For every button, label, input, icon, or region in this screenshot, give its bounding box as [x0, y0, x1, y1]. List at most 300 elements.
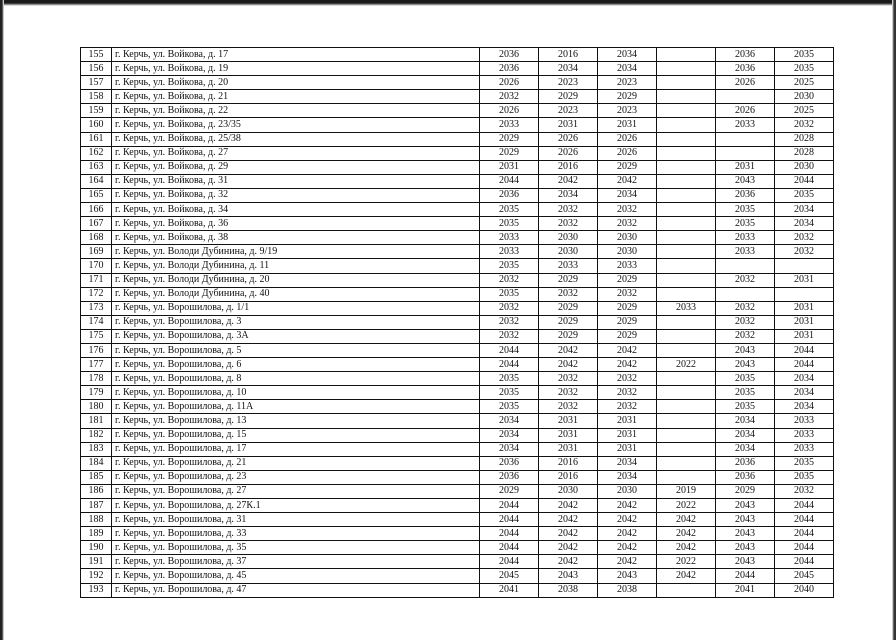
year-cell-1: 2026 — [480, 76, 539, 90]
year-cell-6: 2035 — [775, 456, 834, 470]
year-cell-3: 2042 — [598, 527, 657, 541]
year-cell-1: 2044 — [480, 499, 539, 513]
table-row — [81, 90, 834, 104]
row-number: 192 — [81, 569, 112, 583]
year-cell-3: 2033 — [598, 259, 657, 273]
table-row — [81, 315, 834, 329]
year-cell-6: 2044 — [775, 174, 834, 188]
address-cell: г. Керчь, ул. Войкова, д. 25/38 — [112, 132, 480, 146]
year-cell-3: 2034 — [598, 62, 657, 76]
year-cell-3: 2023 — [598, 104, 657, 118]
year-cell-5: 2036 — [716, 48, 775, 62]
row-number: 171 — [81, 273, 112, 287]
row-number: 190 — [81, 541, 112, 555]
address-cell: г. Керчь, ул. Ворошилова, д. 15 — [112, 428, 480, 442]
table-row — [81, 372, 834, 386]
address-cell: г. Керчь, ул. Ворошилова, д. 45 — [112, 569, 480, 583]
year-cell-5: 2035 — [716, 400, 775, 414]
year-cell-2: 2042 — [539, 343, 598, 357]
year-cell-2: 2032 — [539, 400, 598, 414]
year-cell-6: 2032 — [775, 231, 834, 245]
year-cell-2: 2016 — [539, 470, 598, 484]
address-cell: г. Керчь, ул. Войкова, д. 38 — [112, 231, 480, 245]
year-cell-6: 2032 — [775, 484, 834, 498]
row-number: 168 — [81, 231, 112, 245]
year-cell-1: 2035 — [480, 259, 539, 273]
year-cell-5: 2026 — [716, 76, 775, 90]
row-number: 172 — [81, 287, 112, 301]
year-cell-1: 2044 — [480, 343, 539, 357]
year-cell-1: 2036 — [480, 188, 539, 202]
year-cell-3: 2032 — [598, 217, 657, 231]
table-row — [81, 48, 834, 62]
row-number: 189 — [81, 527, 112, 541]
table-row — [81, 513, 834, 527]
table-row — [81, 386, 834, 400]
year-cell-4 — [657, 442, 716, 456]
year-cell-2: 2030 — [539, 484, 598, 498]
year-cell-4 — [657, 90, 716, 104]
year-cell-2: 2032 — [539, 386, 598, 400]
row-number: 173 — [81, 301, 112, 315]
table-row — [81, 160, 834, 174]
row-number: 182 — [81, 428, 112, 442]
year-cell-5: 2036 — [716, 470, 775, 484]
row-number: 161 — [81, 132, 112, 146]
row-number: 178 — [81, 372, 112, 386]
year-cell-2: 2029 — [539, 90, 598, 104]
address-cell: г. Керчь, ул. Ворошилова, д. 33 — [112, 527, 480, 541]
address-cell: г. Керчь, ул. Ворошилова, д. 3А — [112, 329, 480, 343]
row-number: 188 — [81, 513, 112, 527]
year-cell-5: 2043 — [716, 343, 775, 357]
year-cell-6: 2035 — [775, 470, 834, 484]
year-cell-6: 2044 — [775, 513, 834, 527]
year-cell-1: 2029 — [480, 146, 539, 160]
year-cell-6: 2044 — [775, 527, 834, 541]
year-cell-6 — [775, 287, 834, 301]
year-cell-4 — [657, 470, 716, 484]
year-cell-4: 2042 — [657, 541, 716, 555]
row-number: 163 — [81, 160, 112, 174]
year-cell-1: 2032 — [480, 90, 539, 104]
table-row — [81, 118, 834, 132]
row-number: 191 — [81, 555, 112, 569]
year-cell-6: 2035 — [775, 62, 834, 76]
year-cell-5 — [716, 287, 775, 301]
year-cell-1: 2044 — [480, 174, 539, 188]
row-number: 183 — [81, 442, 112, 456]
year-cell-3: 2031 — [598, 428, 657, 442]
year-cell-6: 2035 — [775, 188, 834, 202]
year-cell-4 — [657, 245, 716, 259]
year-cell-3: 2034 — [598, 188, 657, 202]
table-row — [81, 541, 834, 555]
year-cell-5 — [716, 132, 775, 146]
address-cell: г. Керчь, ул. Войкова, д. 36 — [112, 217, 480, 231]
year-cell-2: 2034 — [539, 62, 598, 76]
address-cell: г. Керчь, ул. Ворошилова, д. 21 — [112, 456, 480, 470]
address-cell: г. Керчь, ул. Войкова, д. 22 — [112, 104, 480, 118]
year-cell-3: 2030 — [598, 245, 657, 259]
address-cell: г. Керчь, ул. Войкова, д. 21 — [112, 90, 480, 104]
year-cell-1: 2035 — [480, 203, 539, 217]
table-row — [81, 174, 834, 188]
year-cell-1: 2035 — [480, 386, 539, 400]
table-row — [81, 428, 834, 442]
year-cell-4 — [657, 400, 716, 414]
year-cell-4 — [657, 62, 716, 76]
year-cell-1: 2045 — [480, 569, 539, 583]
year-cell-1: 2031 — [480, 160, 539, 174]
row-number: 156 — [81, 62, 112, 76]
address-cell: г. Керчь, ул. Володи Дубинина, д. 9/19 — [112, 245, 480, 259]
year-cell-2: 2016 — [539, 456, 598, 470]
year-cell-3: 2031 — [598, 442, 657, 456]
year-cell-4 — [657, 428, 716, 442]
row-number: 166 — [81, 203, 112, 217]
address-cell: г. Керчь, ул. Ворошилова, д. 1/1 — [112, 301, 480, 315]
year-cell-3: 2042 — [598, 174, 657, 188]
year-cell-1: 2033 — [480, 118, 539, 132]
row-number: 155 — [81, 48, 112, 62]
year-cell-4 — [657, 104, 716, 118]
year-cell-4: 2022 — [657, 555, 716, 569]
year-cell-3: 2023 — [598, 76, 657, 90]
year-cell-6 — [775, 259, 834, 273]
year-cell-4 — [657, 217, 716, 231]
year-cell-6: 2033 — [775, 428, 834, 442]
year-cell-5: 2043 — [716, 358, 775, 372]
year-cell-3: 2038 — [598, 583, 657, 597]
year-cell-4 — [657, 174, 716, 188]
year-cell-2: 2042 — [539, 174, 598, 188]
row-number: 187 — [81, 499, 112, 513]
table-row — [81, 104, 834, 118]
year-cell-4 — [657, 273, 716, 287]
year-cell-4: 2033 — [657, 301, 716, 315]
year-cell-2: 2026 — [539, 132, 598, 146]
year-cell-2: 2034 — [539, 188, 598, 202]
year-cell-5: 2034 — [716, 442, 775, 456]
year-cell-2: 2016 — [539, 160, 598, 174]
row-number: 169 — [81, 245, 112, 259]
year-cell-4 — [657, 287, 716, 301]
table-row — [81, 259, 834, 273]
address-cell: г. Керчь, ул. Володи Дубинина, д. 11 — [112, 259, 480, 273]
row-number: 180 — [81, 400, 112, 414]
year-cell-4 — [657, 329, 716, 343]
year-cell-1: 2044 — [480, 555, 539, 569]
year-cell-3: 2034 — [598, 48, 657, 62]
year-cell-6: 2034 — [775, 203, 834, 217]
year-cell-4 — [657, 259, 716, 273]
year-cell-2: 2023 — [539, 104, 598, 118]
address-cell: г. Керчь, ул. Войкова, д. 17 — [112, 48, 480, 62]
year-cell-1: 2034 — [480, 414, 539, 428]
table-row — [81, 132, 834, 146]
year-cell-6: 2030 — [775, 160, 834, 174]
year-cell-5: 2043 — [716, 513, 775, 527]
year-cell-2: 2033 — [539, 259, 598, 273]
year-cell-2: 2043 — [539, 569, 598, 583]
table-row — [81, 555, 834, 569]
year-cell-6: 2028 — [775, 132, 834, 146]
year-cell-1: 2036 — [480, 62, 539, 76]
year-cell-4 — [657, 203, 716, 217]
year-cell-1: 2034 — [480, 442, 539, 456]
year-cell-5: 2026 — [716, 104, 775, 118]
year-cell-5: 2044 — [716, 569, 775, 583]
address-cell: г. Керчь, ул. Володи Дубинина, д. 40 — [112, 287, 480, 301]
address-cell: г. Керчь, ул. Войкова, д. 32 — [112, 188, 480, 202]
table-row — [81, 188, 834, 202]
row-number: 167 — [81, 217, 112, 231]
year-cell-3: 2026 — [598, 146, 657, 160]
table-row — [81, 203, 834, 217]
row-number: 165 — [81, 188, 112, 202]
year-cell-6: 2040 — [775, 583, 834, 597]
year-cell-5: 2029 — [716, 484, 775, 498]
year-cell-2: 2042 — [539, 499, 598, 513]
year-cell-6: 2044 — [775, 343, 834, 357]
year-cell-2: 2030 — [539, 245, 598, 259]
year-cell-1: 2035 — [480, 372, 539, 386]
table-row — [81, 583, 834, 597]
year-cell-3: 2032 — [598, 287, 657, 301]
year-cell-6: 2031 — [775, 273, 834, 287]
address-cell: г. Керчь, ул. Ворошилова, д. 31 — [112, 513, 480, 527]
table-row — [81, 484, 834, 498]
year-cell-5 — [716, 90, 775, 104]
row-number: 158 — [81, 90, 112, 104]
year-cell-2: 2042 — [539, 541, 598, 555]
year-cell-4 — [657, 372, 716, 386]
year-cell-6: 2034 — [775, 372, 834, 386]
year-cell-5 — [716, 259, 775, 273]
row-number: 159 — [81, 104, 112, 118]
year-cell-4 — [657, 386, 716, 400]
row-number: 175 — [81, 329, 112, 343]
address-cell: г. Керчь, ул. Ворошилова, д. 6 — [112, 358, 480, 372]
table-body — [81, 48, 834, 598]
row-number: 160 — [81, 118, 112, 132]
row-number: 193 — [81, 583, 112, 597]
year-cell-6: 2032 — [775, 118, 834, 132]
year-cell-3: 2029 — [598, 315, 657, 329]
year-cell-2: 2042 — [539, 555, 598, 569]
year-cell-4 — [657, 315, 716, 329]
table-row — [81, 76, 834, 90]
year-cell-3: 2042 — [598, 513, 657, 527]
year-cell-1: 2035 — [480, 400, 539, 414]
year-cell-5: 2035 — [716, 203, 775, 217]
year-cell-5: 2043 — [716, 555, 775, 569]
row-number: 162 — [81, 146, 112, 160]
year-cell-4 — [657, 188, 716, 202]
address-cell: г. Керчь, ул. Ворошилова, д. 27 — [112, 484, 480, 498]
address-cell: г. Керчь, ул. Ворошилова, д. 11А — [112, 400, 480, 414]
table-row — [81, 527, 834, 541]
address-cell: г. Керчь, ул. Ворошилова, д. 27К.1 — [112, 499, 480, 513]
table-row — [81, 301, 834, 315]
year-cell-3: 2042 — [598, 499, 657, 513]
address-cell: г. Керчь, ул. Ворошилова, д. 5 — [112, 343, 480, 357]
table-row — [81, 217, 834, 231]
year-cell-3: 2031 — [598, 118, 657, 132]
year-cell-1: 2044 — [480, 541, 539, 555]
address-cell: г. Керчь, ул. Ворошилова, д. 17 — [112, 442, 480, 456]
year-cell-6: 2044 — [775, 358, 834, 372]
year-cell-2: 2032 — [539, 287, 598, 301]
address-cell: г. Керчь, ул. Войкова, д. 34 — [112, 203, 480, 217]
year-cell-4: 2022 — [657, 499, 716, 513]
address-cell: г. Керчь, ул. Войкова, д. 23/35 — [112, 118, 480, 132]
scan-border-top — [0, 0, 896, 6]
year-cell-2: 2023 — [539, 76, 598, 90]
year-cell-1: 2041 — [480, 583, 539, 597]
row-number: 184 — [81, 456, 112, 470]
year-cell-5: 2043 — [716, 499, 775, 513]
year-cell-2: 2032 — [539, 203, 598, 217]
year-cell-5: 2032 — [716, 301, 775, 315]
table-row — [81, 470, 834, 484]
year-cell-1: 2033 — [480, 231, 539, 245]
year-cell-4 — [657, 231, 716, 245]
year-cell-1: 2036 — [480, 48, 539, 62]
year-cell-2: 2029 — [539, 329, 598, 343]
year-cell-2: 2032 — [539, 217, 598, 231]
year-cell-5: 2043 — [716, 527, 775, 541]
year-cell-5: 2032 — [716, 315, 775, 329]
year-cell-6: 2031 — [775, 329, 834, 343]
year-cell-2: 2026 — [539, 146, 598, 160]
row-number: 177 — [81, 358, 112, 372]
year-cell-6: 2044 — [775, 541, 834, 555]
row-number: 176 — [81, 343, 112, 357]
year-cell-3: 2029 — [598, 90, 657, 104]
year-cell-6: 2033 — [775, 414, 834, 428]
year-cell-4: 2042 — [657, 569, 716, 583]
address-cell: г. Керчь, ул. Ворошилова, д. 35 — [112, 541, 480, 555]
table-row — [81, 499, 834, 513]
table-row — [81, 287, 834, 301]
year-cell-5: 2034 — [716, 428, 775, 442]
year-cell-1: 2029 — [480, 484, 539, 498]
year-cell-3: 2031 — [598, 414, 657, 428]
year-cell-5: 2036 — [716, 188, 775, 202]
row-number: 170 — [81, 259, 112, 273]
year-cell-5: 2035 — [716, 372, 775, 386]
year-cell-6: 2044 — [775, 555, 834, 569]
year-cell-3: 2029 — [598, 329, 657, 343]
address-cell: г. Керчь, ул. Ворошилова, д. 23 — [112, 470, 480, 484]
year-cell-1: 2032 — [480, 329, 539, 343]
year-cell-3: 2042 — [598, 358, 657, 372]
year-cell-4 — [657, 343, 716, 357]
address-cell: г. Керчь, ул. Ворошилова, д. 8 — [112, 372, 480, 386]
year-cell-6: 2044 — [775, 499, 834, 513]
address-cell: г. Керчь, ул. Ворошилова, д. 10 — [112, 386, 480, 400]
year-cell-6: 2032 — [775, 245, 834, 259]
table-row — [81, 329, 834, 343]
address-cell: г. Керчь, ул. Войкова, д. 20 — [112, 76, 480, 90]
year-cell-1: 2036 — [480, 456, 539, 470]
year-cell-2: 2042 — [539, 527, 598, 541]
year-cell-1: 2032 — [480, 273, 539, 287]
year-cell-6: 2045 — [775, 569, 834, 583]
year-cell-5: 2032 — [716, 329, 775, 343]
year-cell-4: 2019 — [657, 484, 716, 498]
year-cell-1: 2035 — [480, 287, 539, 301]
year-cell-6: 2031 — [775, 301, 834, 315]
year-cell-5 — [716, 146, 775, 160]
scan-border-right — [892, 0, 896, 640]
year-cell-5: 2036 — [716, 62, 775, 76]
year-cell-3: 2042 — [598, 343, 657, 357]
address-cell: г. Керчь, ул. Войкова, д. 27 — [112, 146, 480, 160]
housing-schedule-table — [80, 47, 834, 598]
year-cell-6: 2034 — [775, 400, 834, 414]
table-row — [81, 273, 834, 287]
year-cell-2: 2042 — [539, 513, 598, 527]
year-cell-3: 2034 — [598, 470, 657, 484]
year-cell-1: 2044 — [480, 513, 539, 527]
scan-border-left — [0, 0, 4, 640]
year-cell-4 — [657, 76, 716, 90]
year-cell-6: 2025 — [775, 76, 834, 90]
year-cell-4 — [657, 160, 716, 174]
row-number: 186 — [81, 484, 112, 498]
year-cell-3: 2043 — [598, 569, 657, 583]
year-cell-3: 2042 — [598, 555, 657, 569]
year-cell-6: 2028 — [775, 146, 834, 160]
year-cell-3: 2026 — [598, 132, 657, 146]
year-cell-3: 2030 — [598, 484, 657, 498]
address-cell: г. Керчь, ул. Володи Дубинина, д. 20 — [112, 273, 480, 287]
year-cell-1: 2033 — [480, 245, 539, 259]
address-cell: г. Керчь, ул. Войкова, д. 29 — [112, 160, 480, 174]
year-cell-3: 2029 — [598, 273, 657, 287]
year-cell-2: 2031 — [539, 442, 598, 456]
address-cell: г. Керчь, ул. Войкова, д. 31 — [112, 174, 480, 188]
address-cell: г. Керчь, ул. Войкова, д. 19 — [112, 62, 480, 76]
year-cell-4 — [657, 414, 716, 428]
table-row — [81, 343, 834, 357]
year-cell-4 — [657, 132, 716, 146]
year-cell-3: 2029 — [598, 301, 657, 315]
row-number: 179 — [81, 386, 112, 400]
year-cell-6: 2031 — [775, 315, 834, 329]
year-cell-4 — [657, 118, 716, 132]
year-cell-3: 2029 — [598, 160, 657, 174]
table-row — [81, 62, 834, 76]
year-cell-5: 2041 — [716, 583, 775, 597]
year-cell-1: 2036 — [480, 470, 539, 484]
table-row — [81, 146, 834, 160]
year-cell-5: 2031 — [716, 160, 775, 174]
year-cell-4: 2022 — [657, 358, 716, 372]
year-cell-3: 2032 — [598, 372, 657, 386]
year-cell-5: 2032 — [716, 273, 775, 287]
year-cell-3: 2042 — [598, 541, 657, 555]
year-cell-2: 2016 — [539, 48, 598, 62]
year-cell-6: 2035 — [775, 48, 834, 62]
table-row — [81, 400, 834, 414]
year-cell-4 — [657, 583, 716, 597]
year-cell-6: 2034 — [775, 217, 834, 231]
year-cell-6: 2030 — [775, 90, 834, 104]
